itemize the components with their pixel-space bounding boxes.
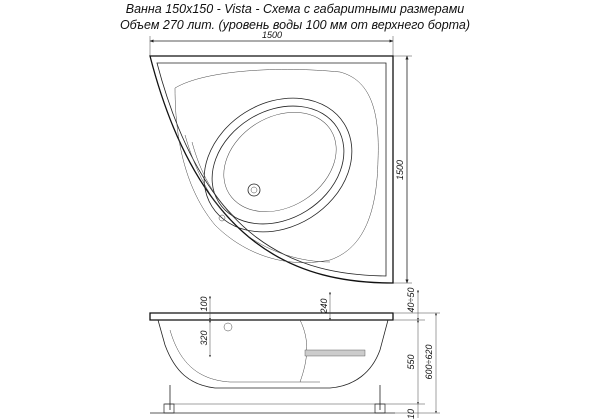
side-10-label: 10	[406, 408, 416, 420]
top-view	[150, 30, 412, 283]
drain-icon	[248, 184, 260, 196]
diagram-title-line2: Объем 270 лит. (уровень воды 100 мм от верхнего борта)	[119, 18, 471, 32]
side-inner-contour	[170, 330, 320, 382]
seat-edge-inner	[192, 142, 236, 218]
side-240-label: 240	[319, 298, 329, 314]
side-40-50-label: 40÷50	[406, 287, 416, 313]
seat-edge	[185, 135, 232, 222]
side-320-label: 320	[199, 330, 209, 346]
diagram-title-line1: Ванна 150х150 - Vista - Схема с габаритными размерами	[125, 2, 465, 16]
side-550-label: 550	[406, 354, 416, 370]
top-width-label: 1500	[261, 30, 283, 40]
top-height-label: 1500	[395, 159, 405, 181]
foot-left-icon	[164, 404, 174, 413]
side-overflow-icon	[224, 323, 232, 331]
bathtub-outer-rim	[150, 56, 393, 283]
bathtub-basin-inner	[190, 82, 366, 248]
side-600-620-label: 600÷620	[424, 344, 434, 380]
side-hatch-panel	[305, 350, 365, 356]
side-rim	[150, 313, 393, 320]
bathtub-inner-rim	[157, 63, 386, 276]
drain-inner-icon	[251, 187, 257, 193]
side-view	[150, 288, 440, 419]
side-100-label: 100	[199, 296, 209, 312]
bathtub-basin-outer	[179, 71, 377, 259]
